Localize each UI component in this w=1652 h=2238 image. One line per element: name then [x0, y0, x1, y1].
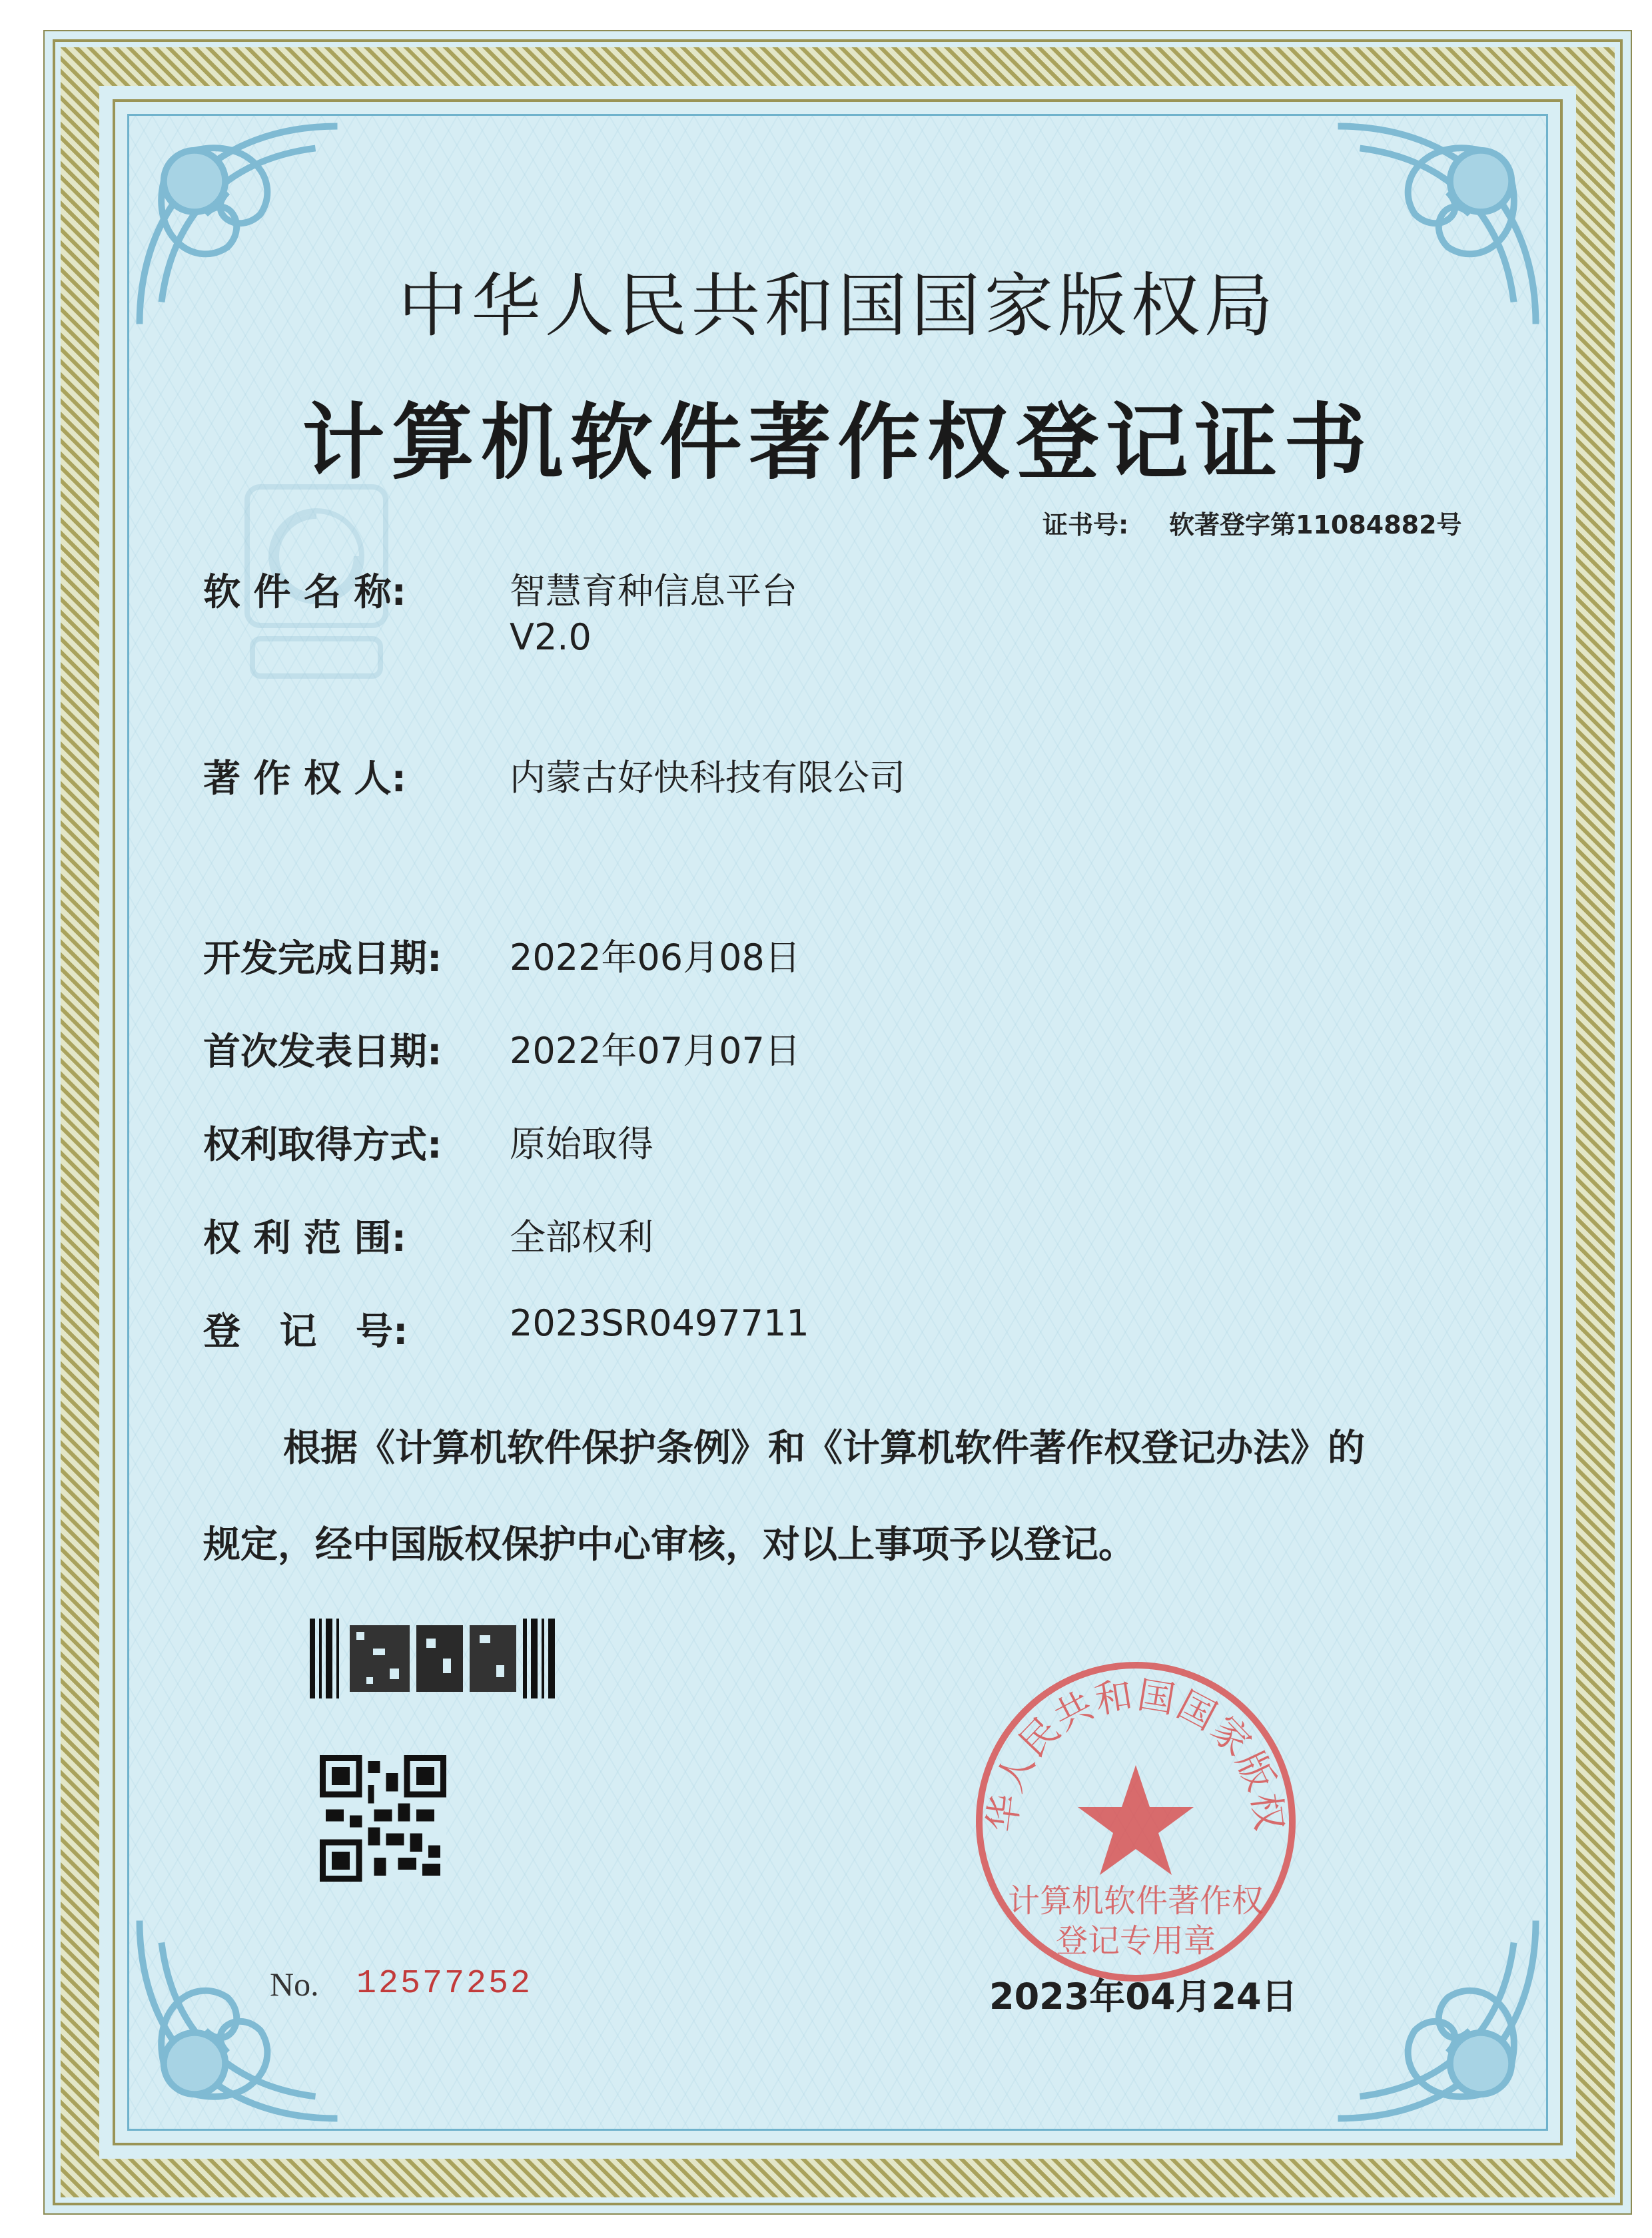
barcode	[310, 1619, 556, 1698]
qr-code	[320, 1755, 446, 1882]
publication-date-value: 2022年07月07日	[510, 1030, 801, 1072]
seal-star-icon	[1078, 1765, 1194, 1875]
copyright-owner-value: 内蒙古好快科技有限公司	[510, 757, 905, 799]
serial-number-value: 12577252	[356, 1965, 533, 2003]
certificate-number-label: 证书号:	[1042, 510, 1129, 540]
official-seal	[969, 1655, 1302, 1988]
acquisition-method-value: 原始取得	[510, 1123, 653, 1165]
software-name-value: 智慧育种信息平台	[510, 570, 797, 612]
publication-date-label: 首次发表日期:	[203, 1030, 442, 1074]
seal-outer-text: 华人民共和国国家版权	[981, 1673, 1291, 1834]
seal-line-2: 登记专用章	[1055, 1922, 1216, 1960]
statement-line-2: 规定，经中国版权保护中心审核，对以上事项予以登记。	[203, 1523, 1136, 1567]
rights-scope-value: 全部权利	[510, 1216, 653, 1258]
corner-ornament-bottom-right	[1327, 1910, 1547, 2129]
statement-line-1: 根据《计算机软件保护条例》和《计算机软件著作权登记办法》的	[283, 1427, 1365, 1470]
rights-scope-label: 权 利 范 围:	[203, 1217, 406, 1260]
development-date-value: 2022年06月08日	[510, 936, 801, 978]
copyright-owner-label: 著 作 权 人:	[203, 757, 406, 801]
issuing-authority: 中华人民共和国国家版权局	[398, 265, 1278, 346]
serial-number-label: No.	[270, 1966, 319, 2003]
software-name-label: 软 件 名 称:	[203, 571, 406, 614]
registration-number-label: 登 记 号:	[203, 1310, 408, 1353]
registration-number-value: 2023SR0497711	[510, 1302, 809, 1344]
corner-ornament-bottom-left	[129, 1910, 348, 2129]
seal-line-1: 计算机软件著作权	[1007, 1882, 1264, 1920]
acquisition-method-label: 权利取得方式:	[203, 1124, 442, 1167]
issue-date: 2023年04月24日	[989, 1976, 1298, 2018]
software-version-value: V2.0	[510, 616, 592, 658]
certificate	[43, 30, 1632, 2215]
development-date-label: 开发完成日期:	[203, 937, 442, 980]
certificate-number-value: 软著登字第11084882号	[1169, 510, 1462, 540]
certificate-title: 计算机软件著作权登记证书	[302, 394, 1374, 491]
